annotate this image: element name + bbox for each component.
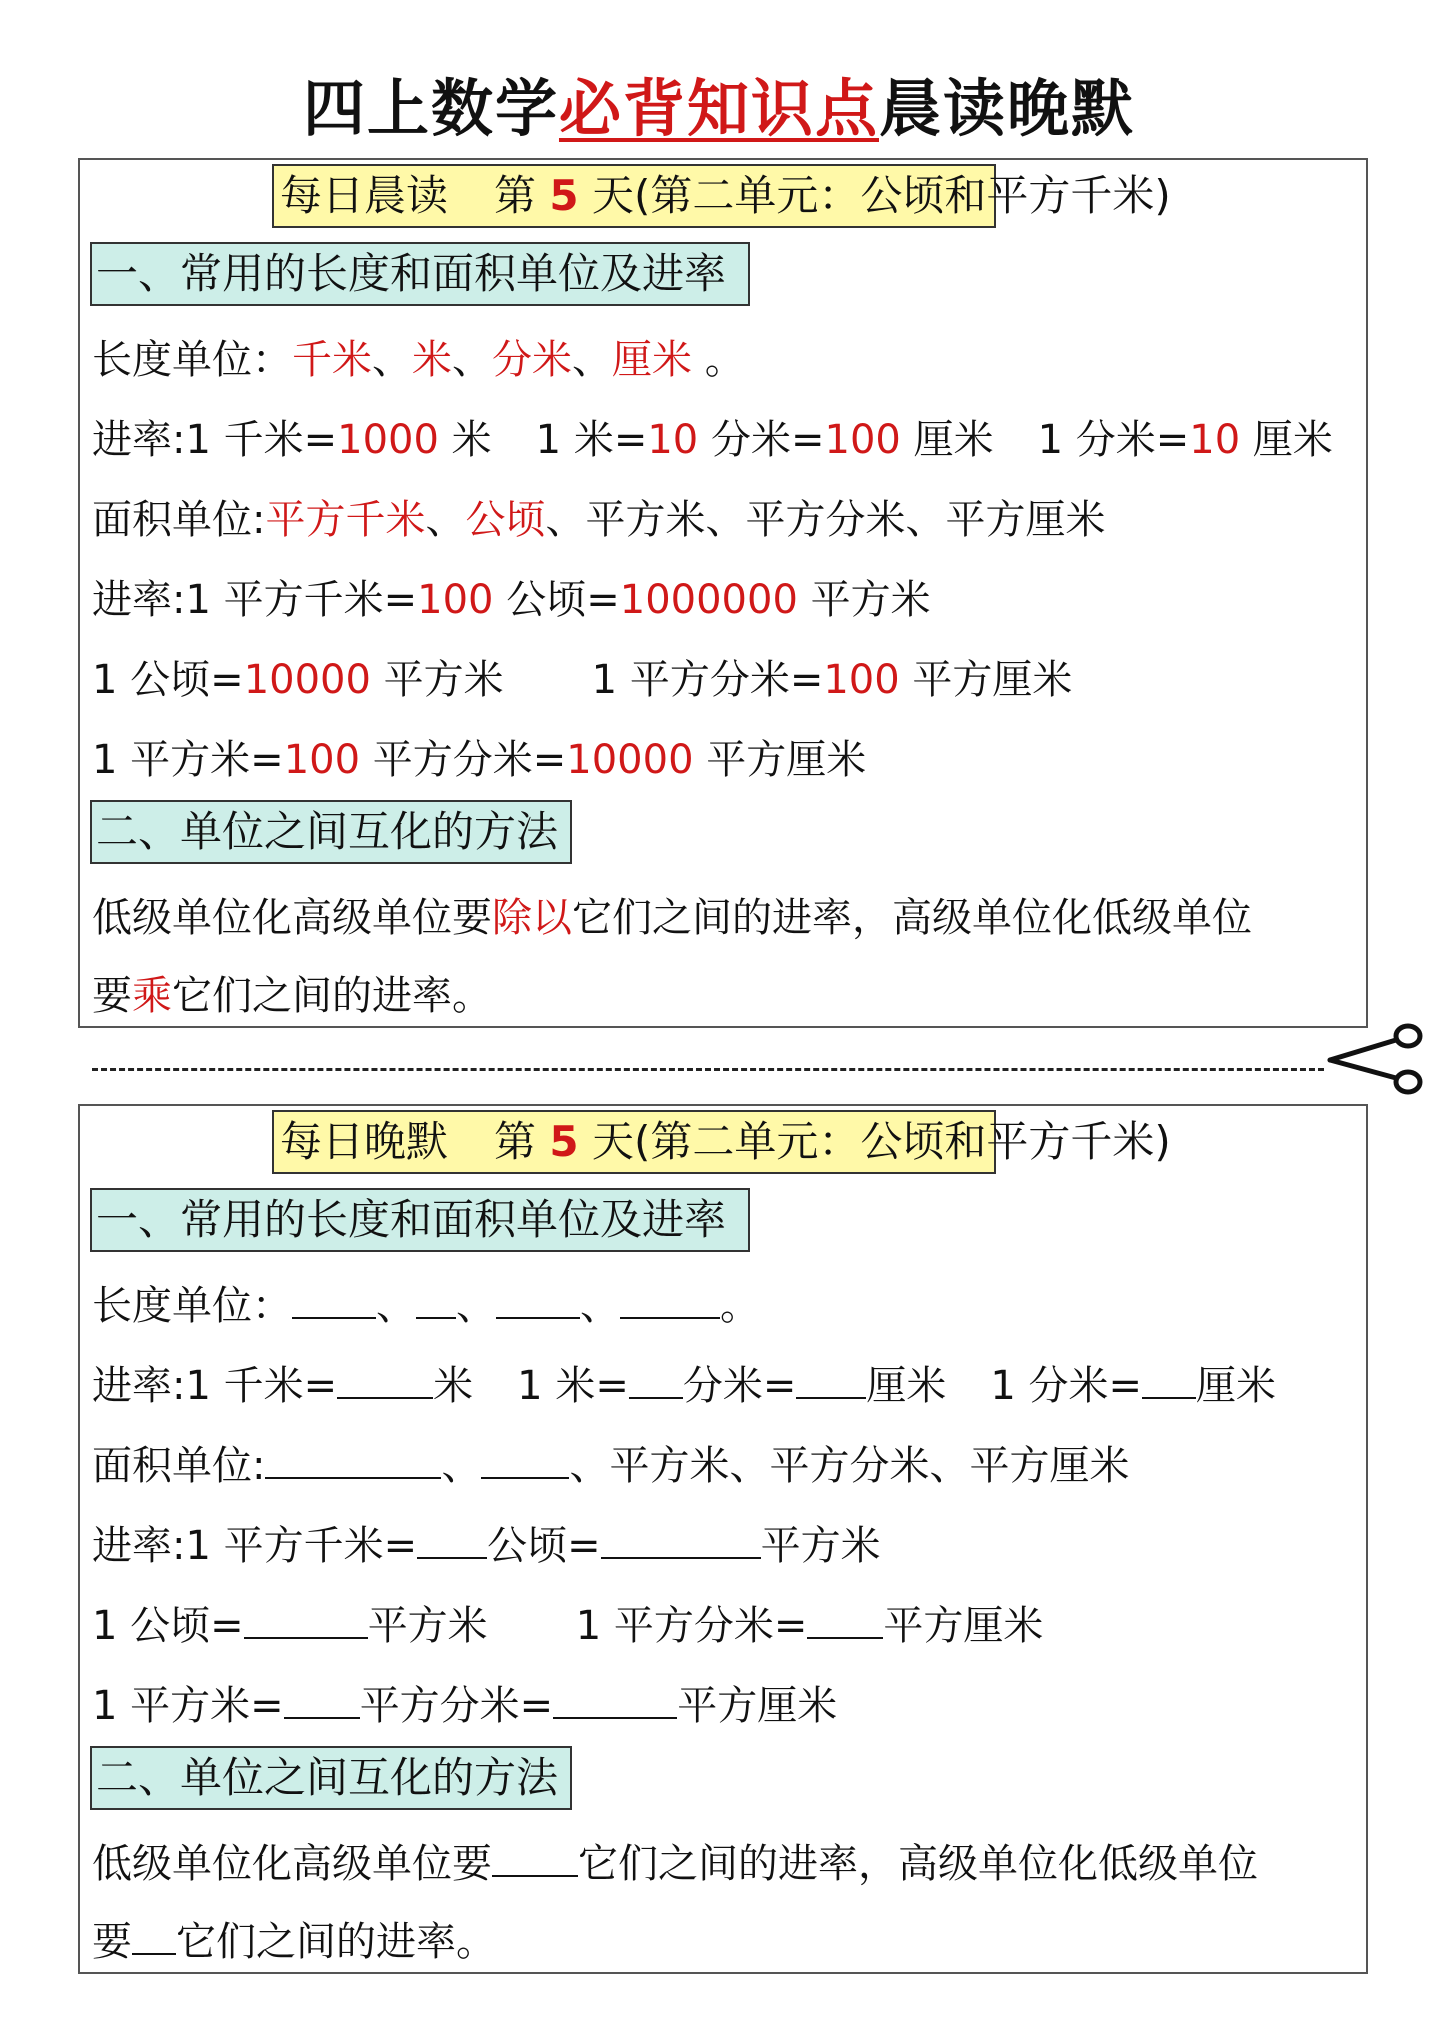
scissors-icon: [1326, 1020, 1426, 1100]
t: 1 公顷=: [92, 657, 244, 703]
area-units-line: [92, 492, 1105, 548]
t: 低级单位化高级单位要: [92, 1841, 492, 1887]
title-part1: 四上数学: [302, 72, 559, 145]
unit-km: 千米: [292, 337, 372, 383]
keyword-divide: 除以: [492, 895, 572, 941]
rate-blank-line-4: [92, 1678, 837, 1734]
rest: 、平方米、平方分米、平方厘米: [545, 497, 1106, 543]
cut-line: [92, 1068, 1324, 1071]
t: 公顷=: [487, 1523, 601, 1569]
sep: 、: [441, 1443, 482, 1489]
t: 它们之间的进率。: [172, 973, 492, 1019]
method-line-2: [92, 968, 492, 1024]
t: 分米=: [698, 417, 825, 463]
t: 1 米=: [517, 1363, 629, 1409]
fill-blank[interactable]: [337, 1359, 433, 1399]
fill-blank[interactable]: [553, 1679, 677, 1719]
rate-line-4: [92, 732, 866, 788]
unit-dm: 分米: [492, 337, 572, 383]
t: 厘米: [1196, 1363, 1277, 1409]
fill-blank[interactable]: [629, 1359, 683, 1399]
fill-blank[interactable]: [601, 1519, 761, 1559]
value: 10000: [566, 737, 694, 783]
rate-blank-line-1: [92, 1358, 1276, 1414]
rate-blank-line-3: [92, 1598, 1043, 1654]
t: 进率:1 千米=: [92, 1363, 338, 1409]
method-line-1: [92, 890, 1252, 946]
rate-blank-line-2: [92, 1518, 881, 1574]
end-mark: 。: [692, 337, 745, 383]
length-units-blank-line: [92, 1278, 760, 1334]
sep: 、: [376, 1283, 416, 1329]
t: 米: [433, 1363, 474, 1409]
t: 要: [92, 1919, 132, 1965]
unit-hectare: 公顷: [465, 497, 546, 543]
sep: 、: [425, 497, 466, 543]
unit-sqkm: 平方千米: [265, 497, 426, 543]
t: 1 分米=: [990, 1363, 1143, 1409]
t: 1 平方米=: [92, 1683, 284, 1729]
t: 米: [438, 417, 492, 463]
method-blank-line-1: [92, 1836, 1258, 1892]
banner-day-post: 天(第二单元：公顷和平方千米): [591, 171, 1171, 220]
fill-blank[interactable]: [292, 1279, 376, 1319]
t: 1 米=: [535, 417, 648, 463]
section-heading-units: 一、常用的长度和面积单位及进率: [90, 242, 750, 306]
label: 面积单位:: [92, 1443, 266, 1489]
t: 平方分米=: [360, 737, 567, 783]
fill-blank[interactable]: [807, 1599, 883, 1639]
banner-day-number: 5: [549, 171, 579, 220]
fill-blank[interactable]: [620, 1279, 720, 1319]
t: 平方厘米: [899, 657, 1073, 703]
t: 1 平方分米=: [591, 657, 824, 703]
sep: 、: [580, 1283, 620, 1329]
fill-blank[interactable]: [284, 1679, 360, 1719]
evening-banner: [272, 1110, 1171, 1174]
fill-blank[interactable]: [492, 1837, 578, 1877]
morning-reading-box: [78, 158, 1368, 1028]
t: 它们之间的进率，高级单位化低级单位: [572, 895, 1252, 941]
value: 10: [647, 417, 699, 463]
sep: 、: [572, 337, 612, 383]
t: 它们之间的进率。: [176, 1919, 496, 1965]
value: 100: [417, 577, 494, 623]
t: 平方米: [367, 1603, 488, 1649]
t: 1 分米=: [1037, 417, 1190, 463]
section-heading-conversion: 二、单位之间互化的方法: [90, 1746, 572, 1810]
rest: 、平方米、平方分米、平方厘米: [569, 1443, 1130, 1489]
t: 它们之间的进率，高级单位化低级单位: [578, 1841, 1258, 1887]
fill-blank[interactable]: [417, 1519, 487, 1559]
area-units-blank-line: [92, 1438, 1129, 1494]
value: 1000: [337, 417, 439, 463]
title-part3: 晨读晚默: [879, 72, 1136, 145]
rate-line-2: [92, 572, 931, 628]
t: 平方米: [797, 577, 931, 623]
banner-day-post: 天(第二单元：公顷和平方千米): [591, 1117, 1171, 1166]
t: 1 平方米=: [92, 737, 284, 783]
t: 平方分米=: [359, 1683, 554, 1729]
value: 100: [824, 417, 901, 463]
section-heading-units: 一、常用的长度和面积单位及进率: [90, 1188, 750, 1252]
t: 进率:1 平方千米=: [92, 1523, 418, 1569]
banner-day-pre: 第: [494, 1117, 537, 1166]
banner-day-pre: 第: [494, 171, 537, 220]
t: 平方厘米: [677, 1683, 838, 1729]
fill-blank[interactable]: [1142, 1359, 1196, 1399]
sep: 、: [452, 337, 492, 383]
label: 长度单位：: [92, 337, 292, 383]
fill-blank[interactable]: [244, 1599, 368, 1639]
t: 低级单位化高级单位要: [92, 895, 492, 941]
t: 平方厘米: [693, 737, 867, 783]
banner-prefix: 每日晚默: [280, 1117, 449, 1166]
t: 分米=: [682, 1363, 797, 1409]
keyword-multiply: 乘: [132, 973, 172, 1019]
fill-blank[interactable]: [416, 1279, 456, 1319]
unit-cm: 厘米: [612, 337, 692, 383]
t: 厘米: [1240, 417, 1333, 463]
banner-day-number: 5: [549, 1117, 579, 1166]
t: 厘米: [866, 1363, 947, 1409]
label: 面积单位:: [92, 497, 266, 543]
rate-line-1: [92, 412, 1333, 468]
unit-m: 米: [412, 337, 452, 383]
banner-prefix: 每日晨读: [280, 171, 449, 220]
fill-blank[interactable]: [496, 1279, 580, 1319]
value: 10000: [243, 657, 371, 703]
value: 100: [823, 657, 900, 703]
section-heading-conversion: 二、单位之间互化的方法: [90, 800, 572, 864]
length-units-line: [92, 332, 745, 388]
page-title: [0, 72, 1438, 145]
t: 1 公顷=: [92, 1603, 244, 1649]
morning-banner: [272, 164, 1171, 228]
t: 厘米: [900, 417, 994, 463]
end-mark: 。: [720, 1283, 760, 1329]
t: 进率:1 平方千米=: [92, 577, 418, 623]
method-blank-line-2: [92, 1914, 496, 1970]
value: 1000000: [619, 577, 798, 623]
label: 长度单位：: [92, 1283, 292, 1329]
fill-blank[interactable]: [796, 1359, 866, 1399]
t: 平方厘米: [883, 1603, 1044, 1649]
title-emphasis: 必背知识点: [558, 72, 879, 145]
fill-blank[interactable]: [132, 1915, 176, 1955]
t: 1 平方分米=: [575, 1603, 808, 1649]
evening-recitation-box: [78, 1104, 1368, 1974]
value: 10: [1189, 417, 1241, 463]
sep: 、: [456, 1283, 496, 1329]
t: 平方米: [760, 1523, 881, 1569]
rate-line-3: [92, 652, 1072, 708]
t: 平方米: [370, 657, 504, 703]
t: 进率:1 千米=: [92, 417, 338, 463]
sep: 、: [372, 337, 412, 383]
fill-blank[interactable]: [265, 1439, 441, 1479]
fill-blank[interactable]: [481, 1439, 569, 1479]
t: 要: [92, 973, 132, 1019]
t: 公顷=: [493, 577, 620, 623]
value: 100: [283, 737, 361, 783]
